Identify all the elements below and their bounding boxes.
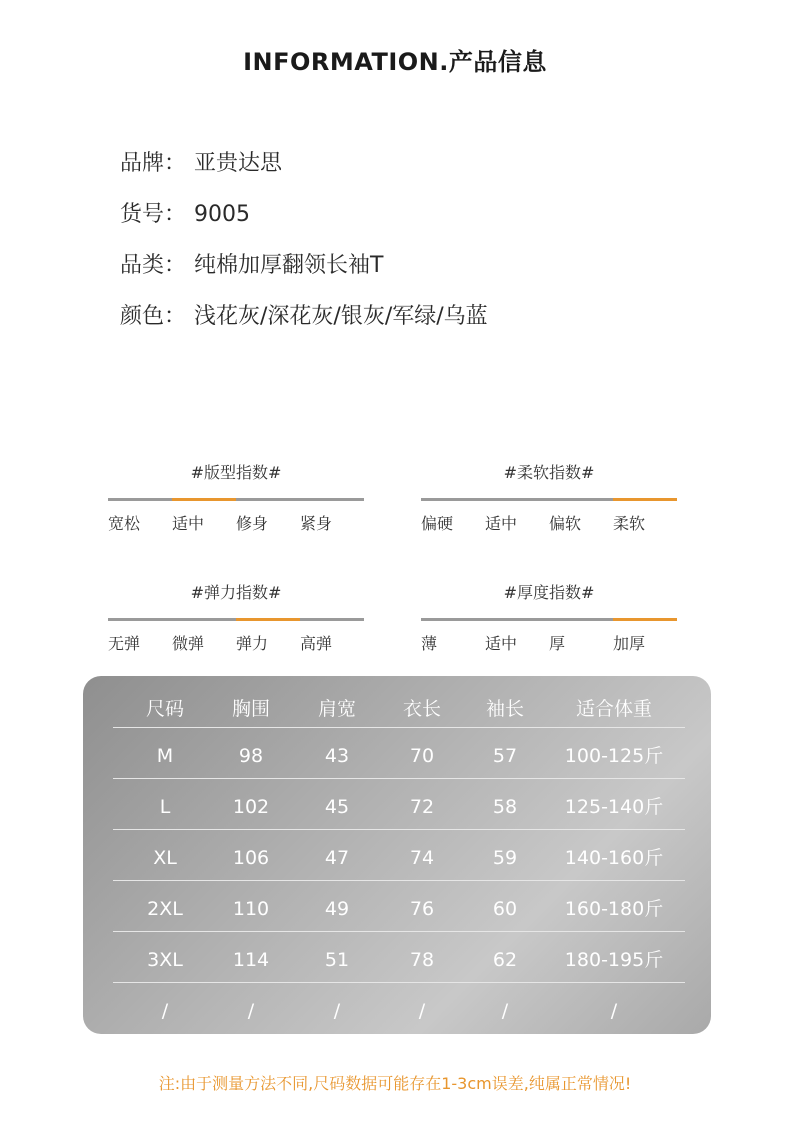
table-cell: / (247, 1000, 255, 1022)
table-cell: / (418, 1000, 426, 1022)
table-cell: 100-125斤 (564, 745, 664, 767)
page-title: INFORMATION.产品信息 (243, 48, 547, 76)
info-label: 品牌： (120, 151, 187, 176)
table-row (113, 782, 685, 832)
elasticity-index-scale (108, 580, 364, 654)
measurement-note: 注:由于测量方法不同,尺码数据可能存在1-3cm误差,纯属正常情况! (158, 1074, 632, 1093)
scale-option: 宽松 (108, 514, 141, 533)
table-header-cell: 袖长 (485, 698, 525, 720)
table-cell: 57 (492, 745, 518, 767)
table-cell: 45 (324, 796, 350, 818)
info-label: 品类： (120, 253, 187, 278)
table-cell: 74 (409, 847, 435, 869)
scale-selected-mark (613, 618, 677, 621)
scale-option: 厚 (549, 634, 566, 653)
scale-option: 高弹 (300, 634, 333, 653)
scale-option: 弹力 (236, 634, 269, 653)
table-header-cell: 衣长 (402, 698, 442, 720)
table-divider (113, 880, 685, 881)
info-brand (120, 146, 282, 177)
table-row (113, 731, 685, 781)
table-cell: 76 (409, 898, 435, 920)
table-cell: 2XL (147, 898, 183, 920)
table-header-cell: 尺码 (145, 698, 185, 720)
table-cell: 51 (324, 949, 350, 971)
table-cell: 59 (492, 847, 518, 869)
scale-title: #厚度指数# (503, 583, 595, 602)
table-cell: 110 (232, 898, 270, 920)
table-cell: / (610, 1000, 618, 1022)
scale-option: 修身 (236, 514, 269, 533)
table-divider (113, 727, 685, 728)
info-value: 9005 (194, 202, 251, 227)
table-cell: 62 (492, 949, 518, 971)
table-cell: 47 (324, 847, 350, 869)
scale-selected-mark (172, 498, 236, 501)
info-item-number (120, 197, 250, 228)
table-row (113, 884, 685, 934)
table-cell: XL (153, 847, 177, 869)
scale-bar (108, 618, 364, 621)
info-category (120, 248, 383, 279)
scale-option: 紧身 (300, 514, 333, 533)
info-value: 浅花灰/深花灰/银灰/军绿/乌蓝 (194, 304, 488, 329)
table-cell: 43 (324, 745, 350, 767)
scale-option: 加厚 (613, 634, 646, 653)
table-header-cell: 胸围 (231, 698, 271, 720)
scale-option: 适中 (172, 514, 205, 533)
table-cell: 49 (324, 898, 350, 920)
info-color (120, 299, 488, 330)
table-header-cell: 适合体重 (575, 698, 653, 720)
table-divider (113, 931, 685, 932)
scale-option: 偏软 (549, 514, 582, 533)
scale-selected-mark (613, 498, 677, 501)
info-value: 亚贵达思 (194, 151, 283, 176)
table-cell: / (161, 1000, 169, 1022)
table-cell: 125-140斤 (564, 796, 664, 818)
scale-option: 偏硬 (421, 514, 454, 533)
thickness-index-scale (421, 580, 677, 654)
table-divider (113, 778, 685, 779)
table-cell: 180-195斤 (564, 949, 664, 971)
table-row (113, 935, 685, 985)
table-cell: 140-160斤 (564, 847, 664, 869)
table-cell: 98 (238, 745, 264, 767)
table-divider (113, 829, 685, 830)
scale-option: 适中 (485, 634, 518, 653)
softness-index-scale (421, 460, 677, 534)
scale-option: 柔软 (613, 514, 646, 533)
info-label: 货号： (120, 202, 187, 227)
table-cell: 3XL (147, 949, 183, 971)
info-label: 颜色： (120, 304, 187, 329)
table-cell: 58 (492, 796, 518, 818)
scale-option: 微弹 (172, 634, 205, 653)
scale-title: #版型指数# (190, 463, 282, 482)
table-header-cell: 肩宽 (317, 698, 357, 720)
table-cell: 102 (232, 796, 270, 818)
scale-option: 薄 (421, 634, 438, 653)
scale-bar (421, 618, 677, 621)
table-cell: 78 (409, 949, 435, 971)
table-cell: L (159, 796, 171, 818)
size-table (83, 676, 711, 1034)
info-value: 纯棉加厚翻领长袖T (194, 253, 384, 278)
scale-option: 无弹 (108, 634, 141, 653)
scale-title: #柔软指数# (503, 463, 595, 482)
fit-index-scale (108, 460, 364, 534)
table-cell: 72 (409, 796, 435, 818)
scale-selected-mark (236, 618, 300, 621)
table-row (113, 986, 685, 1036)
table-cell: 70 (409, 745, 435, 767)
scale-bar (108, 498, 364, 501)
table-cell: / (333, 1000, 341, 1022)
table-cell: M (156, 745, 174, 767)
table-cell: 160-180斤 (564, 898, 664, 920)
table-divider (113, 982, 685, 983)
scale-bar (421, 498, 677, 501)
table-cell: 60 (492, 898, 518, 920)
table-row (113, 833, 685, 883)
scale-option: 适中 (485, 514, 518, 533)
table-cell: 106 (232, 847, 270, 869)
table-cell: 114 (232, 949, 270, 971)
table-cell: / (501, 1000, 509, 1022)
scale-title: #弹力指数# (190, 583, 282, 602)
